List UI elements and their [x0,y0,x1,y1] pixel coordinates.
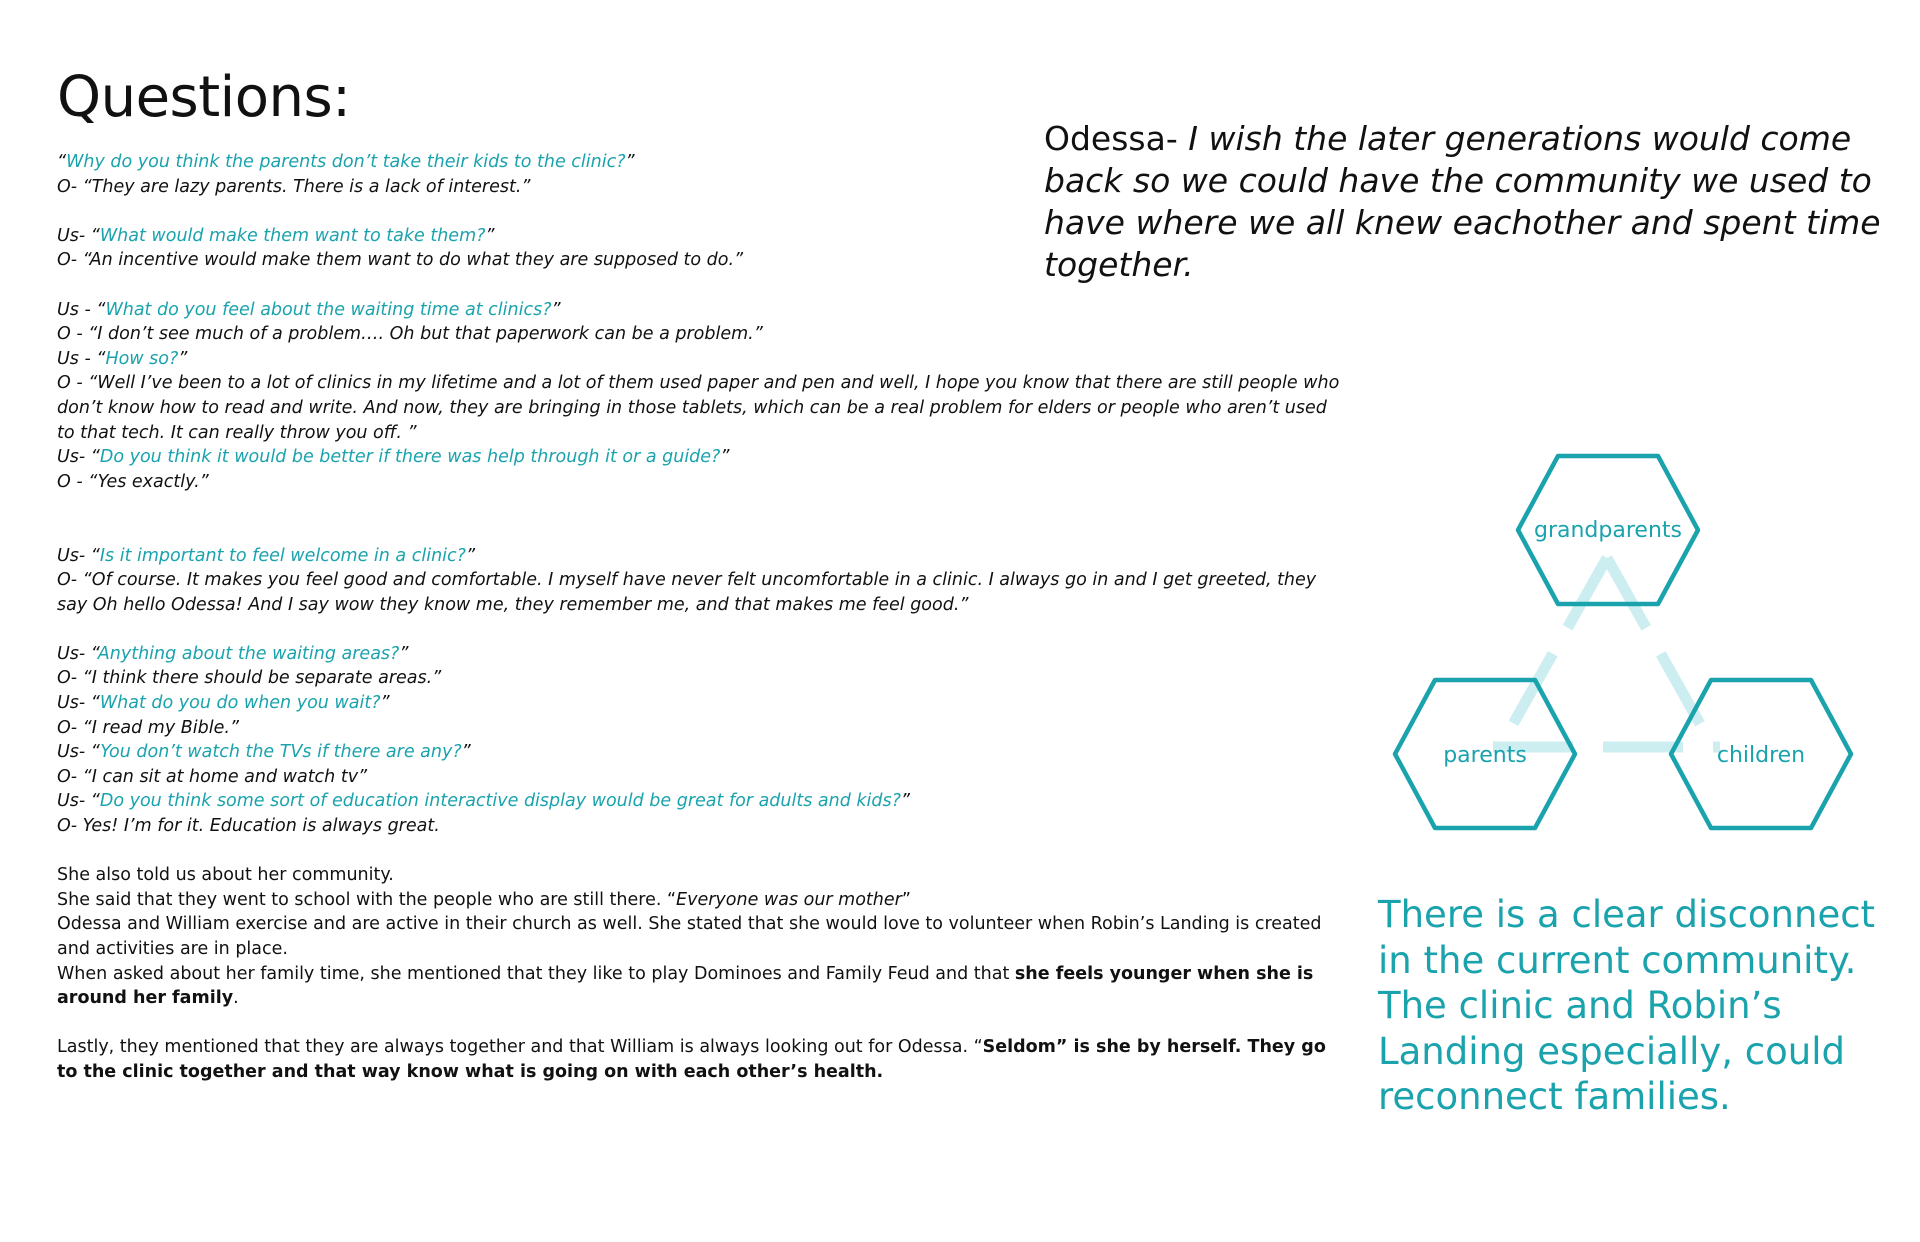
summary-paragraph: She said that they went to school with the people who are still there. “Everyone was our mother” [57,889,911,910]
triangle-edge-right [1607,558,1713,747]
answer-line: O- Yes! I’m for it. Education is always great. [57,816,440,837]
summary-paragraph: She also told us about her community. [57,865,394,886]
question-line: Us- “Is it important to feel welcome in a clinic?” [57,545,476,566]
question-line: Us- “Do you think it would be better if there was help through it or a guide?” [57,447,730,468]
answer-line: O- “Of course. It makes you feel good and comfortable. I myself have never felt uncomfortable in a clinic. I always go in and I get greeted, they say Oh hello Odessa! And I say wow they know me, they remember me, and that makes me feel good.” [57,570,1317,615]
question-text: Is it important to feel welcome in a clinic? [99,545,466,566]
answer-line: O- “They are lazy parents. There is a lack of interest.” [57,176,531,197]
spacer [57,494,1347,543]
answer-line: O - “I don’t see much of a problem…. Oh but that paperwork can be a problem.” [57,324,763,345]
quote-text: I wish the later generations would come back so we could have the community we used to have where we all knew eachother and spent time together. [1044,119,1881,284]
question-line: Us- “What do you do when you wait?” [57,693,390,714]
question-line: Us- “Anything about the waiting areas?” [57,643,409,664]
question-text: Do you think some sort of education interactive display would be great for adults and kids? [99,791,901,812]
interview-transcript [57,150,1347,1085]
label-parents: parents [1443,743,1527,768]
question-line: Us - “What do you feel about the waiting time at clinics?” [57,299,561,320]
question-text: What do you feel about the waiting time at clinics? [105,299,552,320]
summary-paragraph: Odessa and William exercise and are active in their church as well. She stated that she would love to volunteer when Robin’s Landing is created and activities are in place. [57,914,1322,959]
conclusion-text: There is a clear disconnect in the current community. The clinic and Robin’s Landing especially, could reconnect families. [1378,893,1876,1118]
answer-line: O - “Yes exactly.” [57,471,209,492]
answer-line: O - “Well I’ve been to a lot of clinics in my lifetime and a lot of them used paper and pen and well, I hope you know that there are still people who don’t know how to read and write. And now, they are bringing in those tablets, which can be a real problem for elders or people who aren’t used to that tech. It can really throw you off. ” [57,373,1340,443]
question-text: What would make them want to take them? [99,225,486,246]
question-line: Us- “What would make them want to take them?” [57,225,495,246]
family-diagram [1320,420,1880,880]
family-diagram-svg [1320,420,1880,880]
spacer [57,1011,1347,1036]
label-grandparents: grandparents [1534,518,1682,543]
question-text: You don’t watch the TVs if there are any? [100,742,462,763]
question-text: What do you do when you wait? [99,693,381,714]
answer-line: O- “I think there should be separate areas.” [57,668,442,689]
question-line: Us- “Do you think some sort of education interactive display would be great for adults and kids?” [57,791,910,812]
answer-line: O- “I read my Bible.” [57,717,239,738]
question-text: Do you think it would be better if there was help through it or a guide? [99,447,721,468]
summary-paragraph: When asked about her family time, she mentioned that they like to play Dominoes and Family Feud and that she feels younger when she is around her family. [57,963,1314,1009]
odessa-quote [1044,118,1884,286]
summary-paragraph: Lastly, they mentioned that they are always together and that William is always looking out for Odessa. “Seldom” is she by herself. They go to the clinic together and that way know what is going on with each other’s health. [57,1037,1326,1082]
spacer [57,839,1347,864]
question-line: Us- “You don’t watch the TVs if there are any?” [57,742,471,763]
quote-speaker: Odessa- [1044,119,1178,158]
label-children: children [1716,743,1806,768]
page-title: Questions: [57,65,351,130]
answer-line: O- “An incentive would make them want to do what they are supposed to do.” [57,250,744,271]
question-text: Why do you think the parents don’t take their kids to the clinic? [66,152,626,172]
question-line: Us - “How so?” [57,348,188,369]
answer-line: O- “I can sit at home and watch tv” [57,766,368,787]
question-text: How so? [105,348,179,369]
connection-triangle [1493,558,1720,747]
question-line: “Why do you think the parents don’t take their kids to the clinic?” [57,152,635,172]
spacer [57,617,1347,642]
question-text: Anything about the waiting areas? [97,643,400,664]
